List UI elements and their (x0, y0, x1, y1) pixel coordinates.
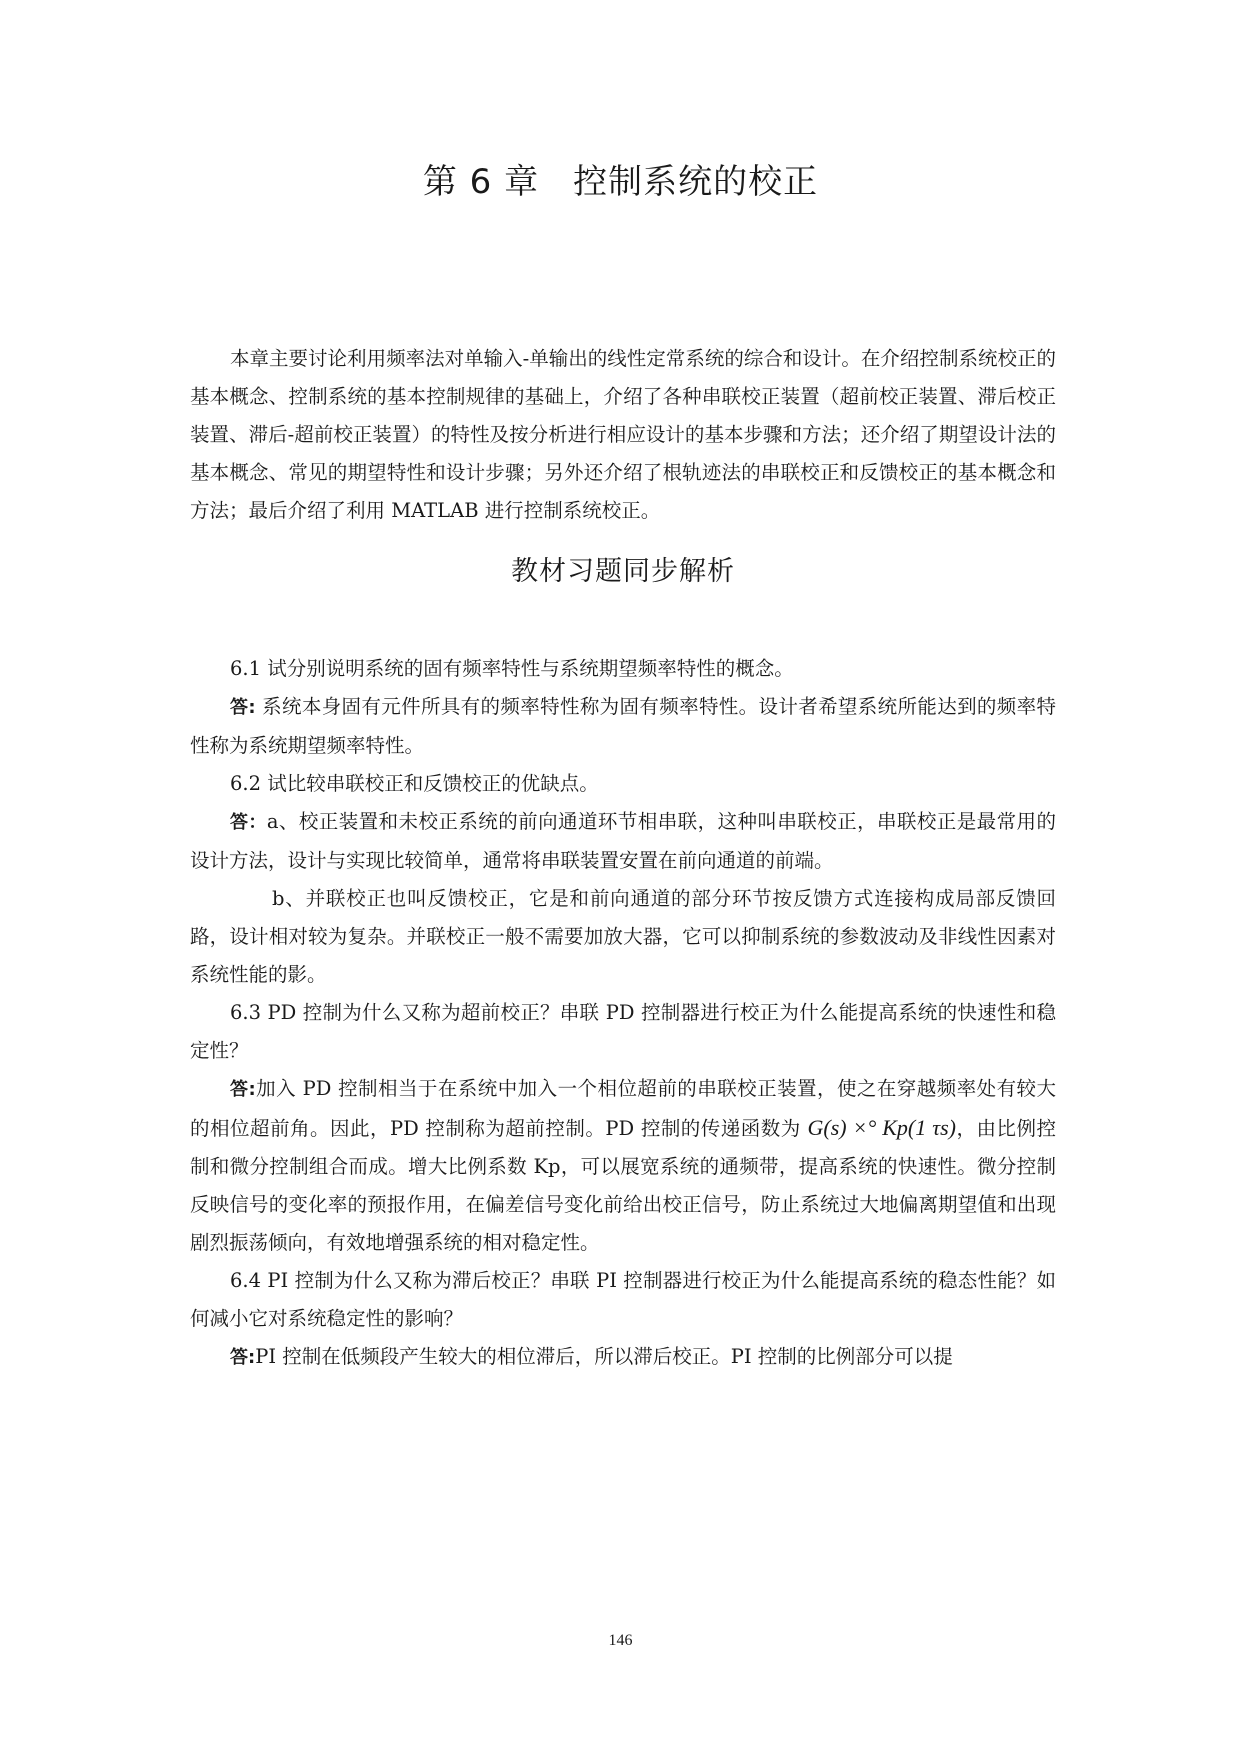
answer-6-3 (190, 1070, 1056, 1262)
answer-6-2-a-text: a、校正装置和未校正系统的前向通道环节相串联，这种叫串联校正，串联校正是最常用的设计方法，设计与实现比较简单，通常将串联装置安置在前向通道的前端。 (190, 810, 1056, 872)
answer-label: 答： (230, 812, 267, 833)
answer-label: 答: (230, 697, 256, 718)
question-6-2: 6.2 试比较串联校正和反馈校正的优缺点。 (230, 772, 599, 795)
answer-label: 答: (230, 1347, 256, 1368)
question-6-1: 6.1 试分别说明系统的固有频率特性与系统期望频率特性的概念。 (230, 657, 794, 680)
main-content (190, 340, 1056, 1377)
chapter-number: 第 6 章 (422, 162, 540, 202)
answer-6-3-text-2: ，由比例控制和微分控制组合而成。增大比例系数 Kp，可以展宽系统的通频带，提高系统的快速性。微分控制反映信号的变化率的预报作用，在偏差信号变化前给出校正信号，防止系统过大地偏离期望值和出现剧烈振荡倾向，有效地增强系统的相对稳定性。 (190, 1117, 1056, 1254)
answer-6-4 (190, 1338, 1056, 1377)
answer-6-2-a (190, 803, 1056, 880)
answer-6-2-b: b、并联校正也叫反馈校正，它是和前向通道的部分环节按反馈方式连接构成局部反馈回路，设计相对较为复杂。并联校正一般不需要加放大器，它可以抑制系统的参数波动及非线性因素对系统性能的影。 (190, 887, 1056, 986)
answer-6-1-text: 系统本身固有元件所具有的频率特性称为固有频率特性。设计者希望系统所能达到的频率特性称为系统期望频率特性。 (190, 695, 1056, 757)
answer-6-4-text: PI 控制在低频段产生较大的相位滞后，所以滞后校正。PI 控制的比例部分可以提 (255, 1345, 953, 1368)
answer-6-3-text-1: 加入 PD 控制相当于在系统中加入一个相位超前的串联校正装置，使之在穿越频率处有较大的相位超前角。因此，PD 控制称为超前控制。PD 控制的传递函数为 (190, 1077, 1056, 1140)
chapter-title-text: 控制系统的校正 (573, 162, 819, 202)
question-6-3: 6.3 PD 控制为什么又称为超前校正？串联 PD 控制器进行校正为什么能提高系统的快速性和稳定性？ (190, 1001, 1056, 1062)
page-number: 146 (608, 1632, 633, 1649)
answer-label: 答: (230, 1079, 256, 1100)
pd-transfer-function: G(s) ×° Kp(1 τs) (807, 1115, 956, 1140)
answer-6-1 (190, 688, 1056, 765)
question-6-4: 6.4 PI 控制为什么又称为滞后校正？串联 PI 控制器进行校正为什么能提高系统的稳态性能？如何减小它对系统稳定性的影响？ (190, 1269, 1056, 1330)
chapter-title (0, 160, 1241, 204)
intro-paragraph: 本章主要讨论利用频率法对单输入-单输出的线性定常系统的综合和设计。在介绍控制系统校正的基本概念、控制系统的基本控制规律的基础上，介绍了各种串联校正装置（超前校正装置、滞后校正装置、滞后-超前校正装置）的特性及按分析进行相应设计的基本步骤和方法；还介绍了期望设计法的基本概念、常见的期望特性和设计步骤；另外还介绍了根轨迹法的串联校正和反馈校正的基本概念和方法；最后介绍了利用 MATLAB 进行控制系统校正。 (190, 347, 1056, 522)
section-title: 教材习题同步解析 (511, 556, 735, 587)
